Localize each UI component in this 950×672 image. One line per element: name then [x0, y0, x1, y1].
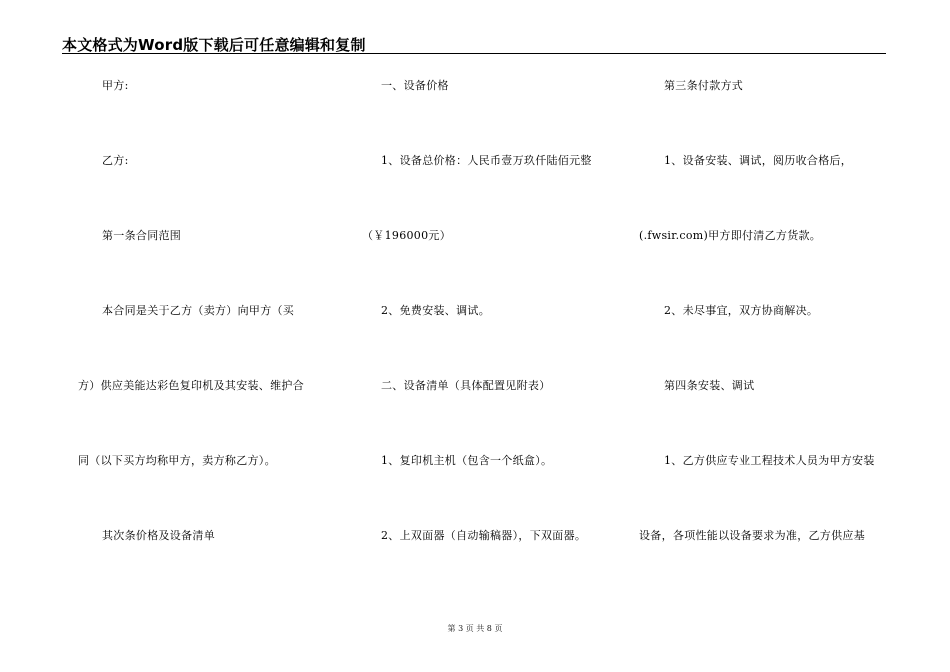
- paragraph-line: 1、乙方供应专业工程技术人员为甲方安装: [664, 454, 875, 467]
- section-heading: 一、设备价格: [381, 79, 449, 92]
- text-column-1: [0, 0, 340, 672]
- document-header-title: 本文格式为Word版下载后可任意编辑和复制: [62, 36, 366, 54]
- page-number-footer: 第 3 页 共 8 页: [447, 624, 503, 633]
- paragraph-line: 同（以下买方均称甲方，卖方称乙方）。: [78, 454, 276, 467]
- article-1-heading: 第一条合同范围: [102, 229, 182, 242]
- party-b-label: 乙方:: [102, 154, 129, 167]
- paragraph-line: 方）供应美能达彩色复印机及其安装、维护合: [78, 379, 304, 392]
- paragraph-line: 本合同是关于乙方（卖方）向甲方（买: [102, 304, 295, 317]
- paragraph-line: （￥196000元）: [362, 229, 451, 242]
- article-2-heading: 其次条价格及设备清单: [102, 529, 215, 542]
- paragraph-line: 1、复印机主机（包含一个纸盒）。: [381, 454, 553, 467]
- text-column-3: [630, 0, 950, 672]
- article-4-heading: 第四条安装、调试: [664, 379, 755, 392]
- paragraph-line: 2、上双面器（自动输稿器），下双面器。: [381, 529, 587, 542]
- paragraph-line: 1、设备总价格：人民币壹万玖仟陆佰元整: [381, 154, 592, 167]
- text-column-2: [340, 0, 640, 672]
- article-3-heading: 第三条付款方式: [664, 79, 744, 92]
- party-a-label: 甲方:: [102, 79, 129, 92]
- paragraph-line: 设备，各项性能以设备要求为准，乙方供应基: [639, 529, 865, 542]
- paragraph-line: (.fwsir.com)甲方即付清乙方货款。: [639, 229, 822, 242]
- paragraph-line: 2、未尽事宜，双方协商解决。: [664, 304, 819, 317]
- paragraph-line: 2、免费安装、调试。: [381, 304, 490, 317]
- section-heading: 二、设备清单（具体配置见附表）: [381, 379, 551, 392]
- paragraph-line: 1、设备安装、调试，阅历收合格后，: [664, 154, 853, 167]
